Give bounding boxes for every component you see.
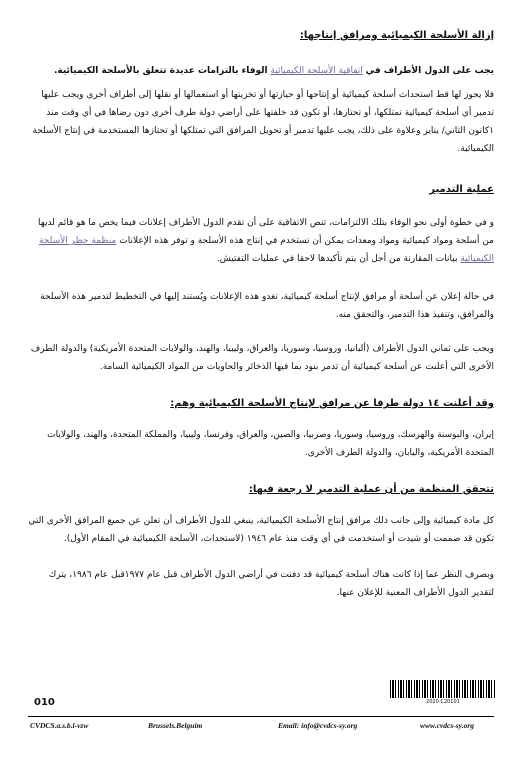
barcode-bars	[390, 680, 496, 698]
paragraph-declarations	[28, 214, 494, 268]
footer-city: Brussels.Belguim	[148, 721, 203, 730]
barcode-number: 2020.C20101	[426, 699, 460, 705]
opcw-link[interactable]: منظمة حظر الأسلحة الكيميائية	[38, 236, 494, 264]
heading-destruction: عملية التدمير	[429, 184, 494, 195]
paragraph-planning: في حالة إعلان عن أسلحة أو مرافق لإنتاج أسلحة كيميائية، تغدو هذه الإعلانات ويُستند إليها في التخطيط لتدمير هذه الأسلحة والمرافق، وتنفيذ هذا التدمير، والتحقق منه.	[40, 292, 494, 320]
page-number: 010	[34, 697, 55, 708]
paragraph-facilities: كل مادة كيميائية وإلى جانب ذلك مرافق إنتاج الأسلحة الكيميائية، ينبغي للدول الأطراف أن تعلن عن جميع المرافق الأخرى التي تكون قد صممت أو شيدت أو استخدمت في أي وقت منذ عام ١٩٤٦ (لاستحداث، الأسلحة الكيميائية في المقام الأول).	[28, 516, 494, 544]
footer-website[interactable]: www.cvdcs-sy.org	[420, 721, 475, 730]
footer-email[interactable]: Email: info@cvdcs-sy.org	[278, 721, 358, 730]
paragraph-obligations: فلا يجوز لها قط استحداث أسلحة كيميائية أو إنتاجها أو حيازتها أو تخزينها أو استعمالها أو نقلها إلى أطراف أخرى ويجب عليها تدمير أي أسلحة كيميائية تمتلكها، أو تحتازها، أو تكون قد خلفتها على أراضي دولة طرف أخرى دون رضاها في أي وقت منذ ١كانون الثاني/ يناير وعلاوة على ذلك، يجب عليها تدمير أو تحويل المرافق التي تمتلكها أو تحتازها المستخدمة في إنتاج الأسلحة الكيميائية.	[32, 90, 494, 154]
heading-verification: تتحقق المنظمة من أن عملية التدمير لا رجعة فيها:	[248, 484, 494, 495]
intro-bold-after: الوفاء بالتزامات عديدة تتعلق بالأسلحة الكيميائية.	[54, 66, 268, 76]
declarations-text-before: و في خطوة أولى نحو الوفاء بتلك الالتزامات، تنص الاتفاقية على أن تقدم الدول الأطراف إعلانات فيما يخص ما هو قائم لديها من أسلحة ومواد كيميائية ومواد ومعدات يمكن أن تستخدم في إنتاج هذه الأسلحة و توفر هذه الإعلانات	[38, 218, 494, 246]
footer-divider	[28, 716, 494, 717]
footer-org: CVDCS.a.s.b.l-vzw	[30, 721, 89, 730]
cwc-link[interactable]: اتفاقية الأسلحة الكيميائية	[270, 66, 363, 76]
page-title: إزالة الأسلحة الكيميائية ومرافق إنتاجها:	[299, 30, 494, 41]
barcode	[390, 680, 496, 706]
heading-fourteen-states: وقد أعلنت ١٤ دولة طرفا عن مرافق لإنتاج الأسلحة الكيميائية وهم:	[170, 398, 494, 409]
intro-paragraph	[28, 62, 494, 80]
paragraph-state-list: إيران، والبوسنة والهرسك، وروسيا، وسوريا، وصربيا، والصين، والعراق، وفرنسا، وليبيا، والمملكة المتحدة، والهند، والولايات المتحدة الأمريكية، واليابان، والدولة الطرف الأخرى.	[47, 430, 494, 458]
paragraph-buried-weapons: وبصرف النظر عما إذا كانت هناك أسلحة كيميائية قد دفنت في أراضي الدول الأطراف قبل عام ١٩٧٧قبل عام ١٩٨٦، يترك لتقدير الدول الأطراف المعنية للإعلان عنها.	[48, 570, 494, 598]
declarations-text-after: بيانات المقارنة من أجل أن يتم تأكيدها لاحقا في عمليات التفتيش.	[216, 254, 458, 264]
paragraph-eight-states: ويجب على ثماني الدول الأطراف (ألبانيا، وروسيا، وسوريا، والعراق، وليبيا، والهند، والولايات المتحدة الأمريكية) والدولة الطرف الأخرى التي أعلنت عن أسلحة كيميائية أن تدمر بنود بما فيها الذخائر والحاويات من المواد الكيميائية السامة.	[30, 344, 494, 372]
intro-bold-before: يجب على الدول الأطراف في	[365, 66, 494, 76]
